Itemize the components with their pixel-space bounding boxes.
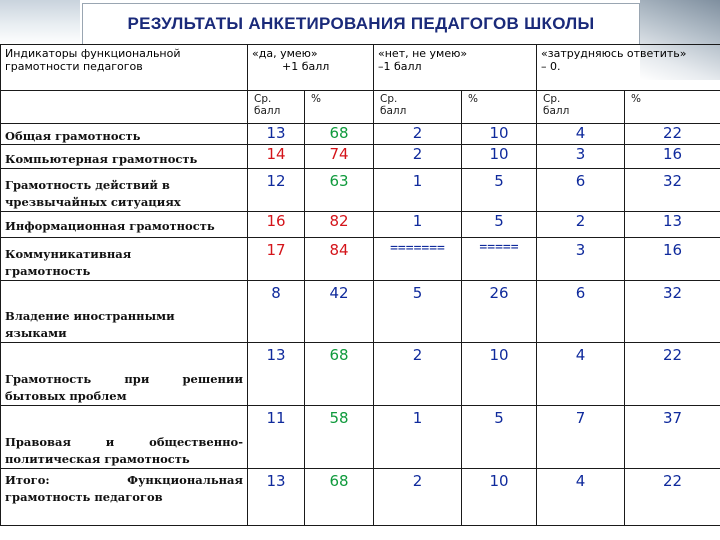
table-row	[1, 469, 720, 526]
unsure-avg-cell: 4	[537, 469, 625, 526]
yes-avg-cell: 13	[248, 124, 305, 145]
yes-avg-cell: 14	[248, 145, 305, 169]
row-label: Общая грамотность	[1, 124, 248, 145]
row-label-line1: Грамотность действий в	[5, 178, 170, 192]
unsure-avg-subheader	[537, 91, 625, 124]
yes-pct-cell: 42	[305, 281, 374, 343]
unsure-pct-cell: 32	[625, 169, 720, 212]
unsure-avg-cell: 6	[537, 281, 625, 343]
table-row	[1, 238, 720, 281]
no-avg-cell: =======	[374, 238, 462, 281]
no-avg-cell: 2	[374, 469, 462, 526]
no-pct-cell: 10	[462, 124, 537, 145]
unsure-avg-cell: 4	[537, 343, 625, 406]
no-pct-cell: 10	[462, 145, 537, 169]
unsure-pct-cell: 37	[625, 406, 720, 469]
survey-results-table	[0, 44, 720, 526]
yes-header	[248, 45, 374, 91]
no-avg-cell: 2	[374, 343, 462, 406]
no-avg-cell: 2	[374, 145, 462, 169]
yes-header-line1: «да, умею»	[252, 47, 318, 60]
yes-avg-cell: 13	[248, 343, 305, 406]
unsure-avg-cell: 4	[537, 124, 625, 145]
yes-avg-cell: 17	[248, 238, 305, 281]
no-avg-cell: 1	[374, 406, 462, 469]
unsure-avg-cell: 2	[537, 212, 625, 238]
table-row	[1, 169, 720, 212]
no-avg-cell: 1	[374, 169, 462, 212]
unsure-pct-cell: 22	[625, 469, 720, 526]
unsure-header-line1: «затрудняюсь ответить»	[541, 47, 687, 60]
unsure-avg-cell: 3	[537, 238, 625, 281]
page-title: РЕЗУЛЬТАТЫ АНКЕТИРОВАНИЯ ПЕДАГОГОВ ШКОЛЫ	[127, 14, 595, 33]
row-label	[1, 281, 248, 343]
unsure-pct-cell: 16	[625, 145, 720, 169]
avg-label-line1: Ср.	[254, 93, 272, 105]
subheader-blank	[1, 91, 248, 124]
yes-avg-subheader	[248, 91, 305, 124]
row-label	[1, 469, 248, 526]
table-row	[1, 145, 720, 169]
table-row	[1, 343, 720, 406]
unsure-pct-cell: 16	[625, 238, 720, 281]
no-avg-cell: 2	[374, 124, 462, 145]
no-avg-subheader	[374, 91, 462, 124]
unsure-header-line2: – 0.	[541, 60, 561, 73]
no-pct-cell: 5	[462, 406, 537, 469]
row-label: Компьютерная грамотность	[1, 145, 248, 169]
avg-label-line1: Ср.	[543, 93, 561, 105]
no-pct-cell: =====	[462, 238, 537, 281]
indicator-header-line1: Индикаторы функциональной	[5, 47, 181, 60]
row-label	[1, 169, 248, 212]
unsure-avg-cell: 3	[537, 145, 625, 169]
row-label	[1, 406, 248, 469]
row-label-line2: чрезвычайных ситуациях	[5, 195, 181, 209]
no-header	[374, 45, 537, 91]
row-label-line2: бытовых проблем	[5, 389, 127, 403]
row-label-line2: языками	[5, 326, 67, 340]
no-pct-cell: 5	[462, 169, 537, 212]
row-label-line1: Владение иностранными	[5, 309, 175, 323]
table-row	[1, 281, 720, 343]
avg-label-line2: балл	[543, 105, 570, 117]
yes-pct-cell: 84	[305, 238, 374, 281]
no-pct-cell: 5	[462, 212, 537, 238]
table-row	[1, 124, 720, 145]
row-label-line2: грамотность педагогов	[5, 490, 163, 504]
yes-pct-cell: 68	[305, 469, 374, 526]
title-banner	[82, 3, 640, 45]
yes-pct-cell: 82	[305, 212, 374, 238]
yes-avg-cell: 8	[248, 281, 305, 343]
no-pct-subheader: %	[462, 91, 537, 124]
header-row	[1, 45, 720, 91]
unsure-pct-cell: 22	[625, 343, 720, 406]
yes-pct-cell: 68	[305, 124, 374, 145]
unsure-avg-cell: 7	[537, 406, 625, 469]
indicator-header	[1, 45, 248, 91]
no-pct-cell: 26	[462, 281, 537, 343]
yes-pct-cell: 74	[305, 145, 374, 169]
yes-pct-cell: 68	[305, 343, 374, 406]
no-pct-cell: 10	[462, 469, 537, 526]
yes-avg-cell: 12	[248, 169, 305, 212]
avg-label-line2: балл	[380, 105, 407, 117]
row-label-line1: Правовая и общественно-	[5, 435, 243, 449]
row-label-line2: политическая грамотность	[5, 452, 190, 466]
row-label-line2: грамотность	[5, 264, 91, 278]
yes-avg-cell: 13	[248, 469, 305, 526]
indicator-header-line2: грамотности педагогов	[5, 60, 143, 73]
no-header-line2: –1 балл	[378, 60, 422, 73]
no-pct-cell: 10	[462, 343, 537, 406]
row-label-line1: Итого: Функциональная	[5, 473, 243, 487]
row-label: Информационная грамотность	[1, 212, 248, 238]
yes-pct-cell: 58	[305, 406, 374, 469]
no-avg-cell: 5	[374, 281, 462, 343]
yes-header-line2: +1 балл	[282, 60, 330, 73]
unsure-pct-subheader: %	[625, 91, 720, 124]
yes-avg-cell: 11	[248, 406, 305, 469]
unsure-header	[537, 45, 720, 91]
avg-label-line2: балл	[254, 105, 281, 117]
unsure-pct-cell: 13	[625, 212, 720, 238]
row-label	[1, 238, 248, 281]
table-row	[1, 406, 720, 469]
yes-pct-subheader: %	[305, 91, 374, 124]
subheader-row	[1, 91, 720, 124]
background-decoration-left	[0, 0, 80, 45]
row-label	[1, 343, 248, 406]
unsure-pct-cell: 32	[625, 281, 720, 343]
yes-avg-cell: 16	[248, 212, 305, 238]
yes-pct-cell: 63	[305, 169, 374, 212]
no-header-line1: «нет, не умею»	[378, 47, 468, 60]
no-avg-cell: 1	[374, 212, 462, 238]
unsure-avg-cell: 6	[537, 169, 625, 212]
row-label-line1: Грамотность при решении	[5, 372, 243, 386]
row-label-line1: Коммуникативная	[5, 247, 132, 261]
table-row	[1, 212, 720, 238]
avg-label-line1: Ср.	[380, 93, 398, 105]
unsure-pct-cell: 22	[625, 124, 720, 145]
